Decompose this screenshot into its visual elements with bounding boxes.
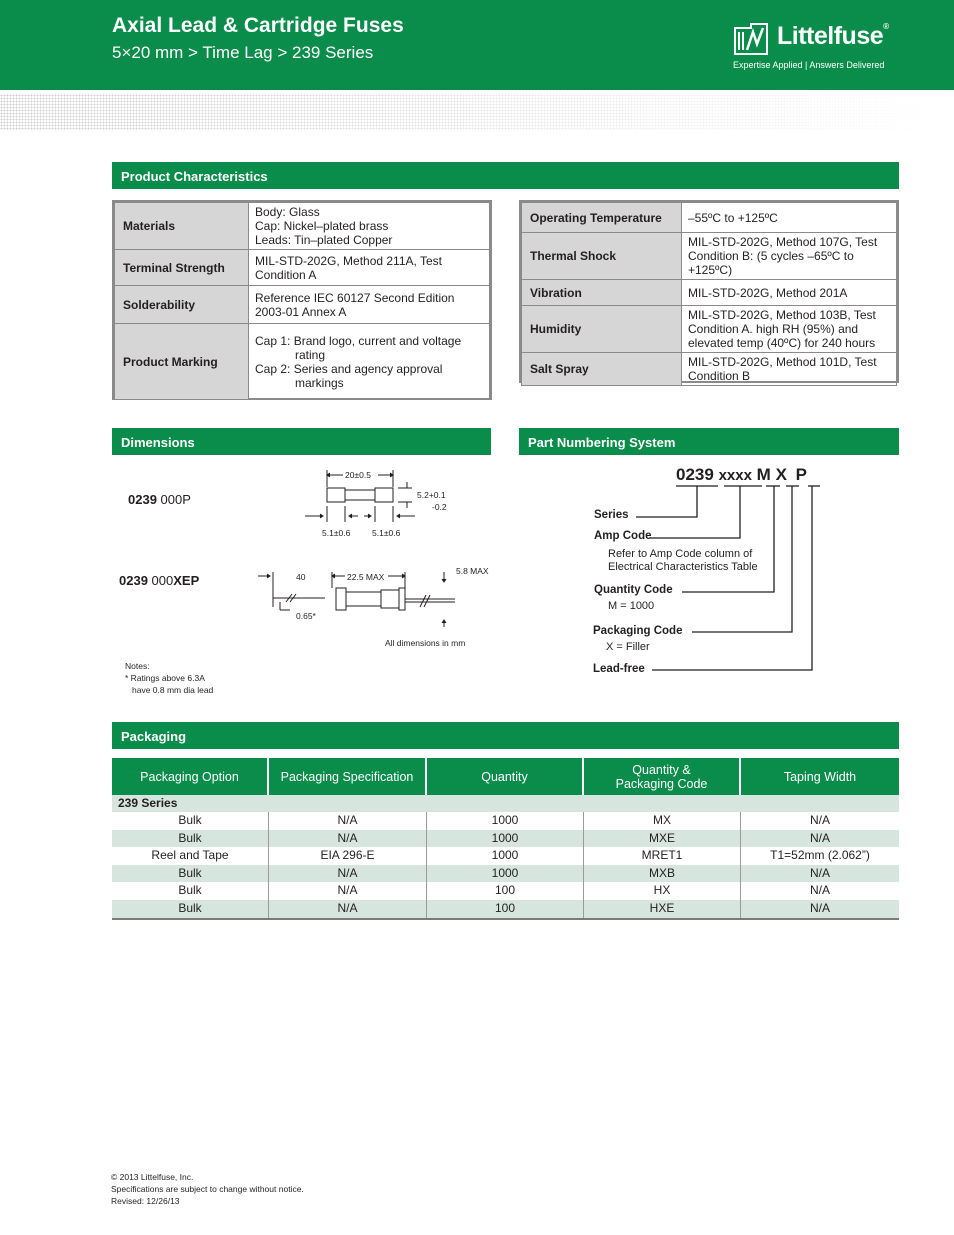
spec-label: Humidity	[522, 306, 682, 353]
spec-value: –55ºC to +125ºC	[682, 203, 897, 233]
spec-value: Reference IEC 60127 Second Edition 2003-01 Annex A	[249, 286, 490, 324]
column-header: Quantity & Packaging Code	[584, 758, 741, 795]
pn-packaging-label: Packaging Code	[593, 625, 683, 637]
pn-lead-free-label: Lead-free	[593, 663, 645, 675]
table-cell: EIA 296-E	[269, 847, 427, 865]
spec-label: Product Marking	[115, 324, 249, 400]
column-header: Quantity	[427, 758, 584, 795]
table-cell: MXB	[584, 865, 741, 883]
section-header-packaging: Packaging	[112, 722, 899, 749]
table-row	[112, 830, 899, 848]
pn-amp-desc-2: Electrical Characteristics Table	[608, 561, 758, 573]
table-cell: N/A	[809, 901, 830, 915]
column-header: Taping Width	[741, 758, 899, 795]
table-cell: 1000	[427, 830, 584, 848]
spec-label: Solderability	[115, 286, 249, 324]
code-amp: xxxx	[718, 467, 752, 484]
table-cell: HX	[584, 882, 741, 900]
dimensions-notes: Notes: * Ratings above 6.3A have 0.8 mm dia lead	[125, 661, 214, 695]
table-cell: MXE	[584, 830, 741, 848]
pn-quantity-label: Quantity Code	[594, 584, 673, 596]
spec-value: MIL-STD-202G, Method 101D, Test Condition B	[682, 353, 897, 386]
revision-date: Revised: 12/26/13	[111, 1196, 180, 1206]
spec-value: MIL-STD-202G, Method 107G, Test Condition B: (5 cycles –65ºC to +125ºC)	[682, 233, 897, 280]
table-cell: Bulk	[112, 812, 269, 830]
dim-cap-right: 5.1±0.6	[372, 528, 401, 538]
table-cell: 1000	[427, 812, 584, 830]
dim-lead-diameter: 0.65*	[296, 611, 316, 621]
pn-quantity-desc: M = 1000	[608, 600, 655, 612]
code-packaging: X	[775, 465, 787, 484]
part-0239-000P-label: 0239 000P	[128, 492, 191, 507]
disclaimer: Specifications are subject to change without notice.	[111, 1184, 304, 1194]
table-cell: N/A	[809, 830, 830, 845]
table-cell: N/A	[809, 883, 830, 898]
table-row	[112, 865, 899, 883]
dim-length: 20±0.5	[345, 470, 371, 480]
dim-cap-left: 5.1±0.6	[322, 528, 351, 538]
breadcrumb: 5×20 mm > Time Lag > 239 Series	[112, 43, 374, 62]
code-series: 0239	[676, 465, 714, 484]
table-cell: 1000	[427, 847, 584, 865]
dim-lead-length: 40	[296, 572, 306, 582]
spec-label: Terminal Strength	[115, 250, 249, 286]
table-row	[112, 882, 899, 900]
table-cell: N/A	[809, 865, 830, 880]
copyright: © 2013 Littelfuse, Inc.	[111, 1172, 194, 1182]
table-row	[112, 812, 899, 830]
logo-wordmark: Littelfuse®	[777, 22, 889, 50]
table-cell: MX	[584, 812, 741, 830]
section-header-product-characteristics: Product Characteristics	[112, 162, 899, 189]
table-bottom-rule	[112, 918, 899, 920]
code-quantity: M	[756, 465, 771, 484]
spec-label: Vibration	[522, 280, 682, 306]
column-header: Packaging Option	[112, 758, 269, 795]
littelfuse-logo-icon	[731, 20, 771, 56]
spec-value: Cap 1: Brand logo, current and voltage rating Cap 2: Series and agency approval markings	[249, 324, 490, 400]
dim-body-max: 22.5 MAX	[347, 572, 385, 582]
packaging-table-header	[112, 758, 899, 795]
characteristics-table-right	[521, 202, 897, 386]
pn-amp-label: Amp Code	[594, 530, 652, 542]
table-cell: N/A	[269, 865, 427, 883]
spec-value: MIL-STD-202G, Method 211A, Test Condition A	[249, 250, 490, 286]
fuse-dimension-drawing	[250, 462, 490, 662]
spec-label: Salt Spray	[522, 353, 682, 386]
dim-diameter-tol: -0.2	[432, 502, 447, 512]
dim-diameter-max: 5.8 MAX	[456, 566, 489, 576]
table-cell: MRET1	[584, 847, 741, 865]
table-cell: N/A	[269, 900, 427, 918]
table-row	[112, 847, 899, 865]
littelfuse-logo	[731, 20, 901, 75]
dim-diameter: 5.2+0.1	[417, 490, 446, 500]
column-header: Packaging Specification	[269, 758, 427, 795]
table-cell: Bulk	[112, 900, 269, 918]
table-cell: Bulk	[112, 830, 269, 848]
table-cell: N/A	[269, 882, 427, 900]
table-cell: 100	[427, 900, 584, 918]
spec-label: Thermal Shock	[522, 233, 682, 280]
spec-value: Body: Glass Cap: Nickel–plated brass Leads: Tin–plated Copper	[249, 203, 490, 250]
table-cell: HXE	[584, 900, 741, 918]
table-cell: Bulk	[112, 865, 269, 883]
section-header-part-numbering: Part Numbering System	[519, 428, 899, 455]
table-cell: 1000	[427, 865, 584, 883]
table-cell: N/A	[269, 830, 427, 848]
spec-label: Operating Temperature	[522, 203, 682, 233]
table-cell: N/A	[269, 812, 427, 830]
page-header	[0, 0, 954, 90]
page-title: Axial Lead & Cartridge Fuses	[112, 14, 404, 37]
pn-amp-desc-1: Refer to Amp Code column of	[608, 548, 753, 560]
spec-value: MIL-STD-202G, Method 201A	[682, 280, 897, 306]
table-cell: Bulk	[112, 882, 269, 900]
page-footer	[111, 1171, 304, 1207]
spec-label: Materials	[115, 203, 249, 250]
table-cell: 100	[427, 882, 584, 900]
table-cell: N/A	[809, 813, 830, 827]
characteristics-table-left	[114, 202, 490, 400]
table-row	[112, 900, 899, 918]
spec-value: MIL-STD-202G, Method 103B, Test Condition A. high RH (95%) and elevated temp (40ºC) for 240 hours	[682, 306, 897, 353]
logo-tagline: Expertise Applied | Answers Delivered	[733, 60, 885, 70]
part-0239-000XEP-label: 0239 000XEP	[119, 573, 200, 588]
table-cell: Reel and Tape	[112, 847, 269, 865]
pn-series-label: Series	[594, 509, 629, 521]
pn-packaging-desc: X = Filler	[606, 641, 650, 653]
table-cell: T1=52mm (2.062”)	[770, 848, 870, 863]
code-lead-free: P	[795, 465, 807, 484]
section-header-dimensions: Dimensions	[112, 428, 491, 455]
packaging-group-label: 239 Series	[112, 795, 899, 812]
dim-units-note: All dimensions in mm	[385, 638, 466, 648]
